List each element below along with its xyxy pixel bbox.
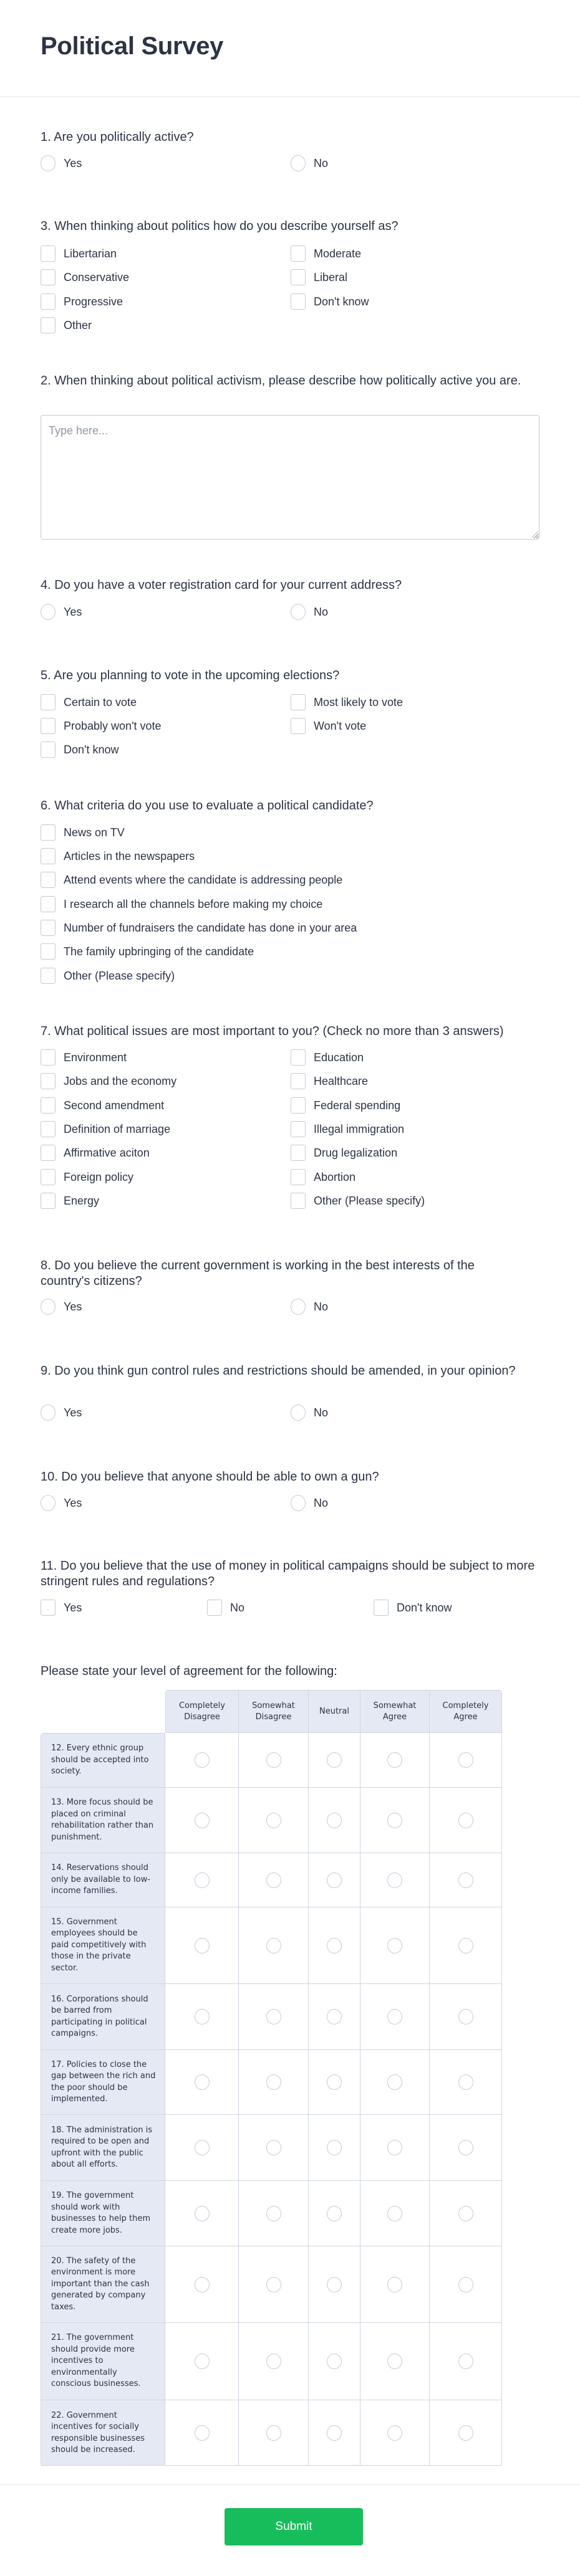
matrix-radio-button[interactable]: [458, 1938, 473, 1953]
matrix-cell: [165, 1853, 239, 1907]
q6-option-research-channels[interactable]: I research all the channels before making my choice: [41, 896, 322, 912]
matrix-row-label: 15. Government employees should be paid competitively with those in the private sector.: [41, 1907, 165, 1983]
matrix-cell: [430, 1907, 502, 1983]
q5-option-wont-vote[interactable]: Won't vote: [291, 718, 366, 734]
matrix-cell: [430, 2400, 502, 2466]
matrix-radio-button[interactable]: [387, 1752, 402, 1768]
matrix-radio-button[interactable]: [266, 2354, 281, 2369]
matrix-radio-button[interactable]: [327, 2206, 342, 2221]
q7-option-definition-marriage[interactable]: Definition of marriage: [41, 1121, 170, 1137]
matrix-radio-button[interactable]: [195, 2009, 210, 2025]
matrix-radio-button[interactable]: [458, 1752, 473, 1768]
checkbox[interactable]: [41, 943, 56, 960]
matrix-cell: [165, 1788, 239, 1853]
checkbox[interactable]: [41, 1145, 56, 1161]
question-7-label: 7. What political issues are most important to you? (Check no more than 3 answers): [41, 1024, 504, 1038]
page-title: Political Survey: [41, 32, 224, 60]
matrix-radio-button[interactable]: [387, 1813, 402, 1828]
matrix-cell: [239, 2050, 309, 2114]
matrix-radio-button[interactable]: [266, 1813, 281, 1828]
matrix-radio-button[interactable]: [387, 2009, 402, 2025]
matrix-radio-button[interactable]: [266, 2009, 281, 2025]
matrix-row: [41, 1907, 502, 1984]
q7-option-illegal-immigration[interactable]: Illegal immigration: [291, 1121, 404, 1137]
q7-option-other[interactable]: Other (Please specify): [291, 1193, 425, 1209]
matrix-row-label: 14. Reservations should only be available to low-income families.: [41, 1853, 165, 1907]
matrix-cell: [430, 1788, 502, 1853]
matrix-cell: [165, 2246, 239, 2322]
question-8-label: 8. Do you believe the current government is working in the best interests of the country's citizens?: [41, 1259, 475, 1288]
q7-option-drug-legalization[interactable]: Drug legalization: [291, 1145, 397, 1161]
matrix-cell: [165, 1984, 239, 2049]
matrix-cell: [239, 1788, 309, 1853]
matrix-cell: [239, 1853, 309, 1907]
q10-option-yes[interactable]: Yes: [41, 1495, 82, 1511]
q6-option-other[interactable]: Other (Please specify): [41, 968, 175, 984]
checkbox[interactable]: [291, 1169, 306, 1185]
matrix-column-header: Completely Disagree: [165, 1690, 239, 1733]
checkbox[interactable]: [291, 269, 306, 285]
matrix-cell: [309, 2323, 360, 2400]
matrix-radio-button[interactable]: [327, 1938, 342, 1953]
matrix-cell: [309, 1853, 360, 1907]
matrix-radio-button[interactable]: [195, 2074, 210, 2090]
matrix-cell: [239, 1907, 309, 1983]
matrix-cell: [309, 1733, 360, 1787]
q5-option-certain[interactable]: Certain to vote: [41, 694, 137, 710]
matrix-radio-button[interactable]: [458, 2206, 473, 2221]
q5-option-dont-know[interactable]: Don't know: [41, 742, 118, 758]
matrix-cell: [239, 2400, 309, 2466]
matrix-cell: [239, 2181, 309, 2246]
radio-button[interactable]: [291, 604, 306, 620]
q6-option-news-tv[interactable]: News on TV: [41, 824, 125, 841]
matrix-row-label: 12. Every ethnic group should be accepted into society.: [41, 1733, 165, 1787]
matrix-row: [41, 1984, 502, 2050]
matrix-radio-button[interactable]: [387, 2206, 402, 2221]
checkbox[interactable]: [41, 1049, 56, 1066]
radio-button[interactable]: [41, 155, 56, 171]
checkbox[interactable]: [41, 968, 56, 984]
matrix-radio-button[interactable]: [195, 2354, 210, 2369]
matrix-radio-button[interactable]: [458, 2140, 473, 2155]
matrix-cell: [430, 1853, 502, 1907]
radio-button[interactable]: [291, 1405, 306, 1421]
q8-option-no[interactable]: No: [291, 1299, 328, 1315]
matrix-radio-button[interactable]: [195, 1872, 210, 1888]
checkbox[interactable]: [41, 1193, 56, 1209]
matrix-cell: [360, 2400, 430, 2466]
matrix-cell: [430, 2115, 502, 2180]
matrix-radio-button[interactable]: [327, 2277, 342, 2292]
radio-button[interactable]: [291, 155, 306, 171]
q3-option-libertarian[interactable]: Libertarian: [41, 246, 117, 262]
matrix-column-header: Completely Agree: [430, 1690, 502, 1733]
checkbox[interactable]: [41, 824, 56, 841]
question-3-label: 3. When thinking about politics how do you describe yourself as?: [41, 219, 399, 233]
radio-button[interactable]: [41, 1299, 56, 1315]
matrix-cell: [430, 2323, 502, 2400]
matrix-cell: [360, 2246, 430, 2322]
activism-description-textarea[interactable]: [41, 415, 539, 540]
matrix-cell: [430, 1984, 502, 2049]
checkbox[interactable]: [41, 1121, 56, 1137]
q4-option-yes[interactable]: Yes: [41, 604, 82, 620]
matrix-radio-button[interactable]: [458, 2074, 473, 2090]
matrix-radio-button[interactable]: [195, 2277, 210, 2292]
checkbox[interactable]: [207, 1600, 222, 1616]
matrix-cell: [239, 2115, 309, 2180]
matrix-cell: [165, 1733, 239, 1787]
matrix-row: [41, 2115, 502, 2181]
checkbox[interactable]: [41, 742, 56, 758]
matrix-cell: [165, 1907, 239, 1983]
checkbox[interactable]: [291, 1049, 306, 1066]
matrix-radio-button[interactable]: [387, 2277, 402, 2292]
matrix-row: [41, 1733, 502, 1788]
matrix-row: [41, 2181, 502, 2246]
matrix-row: [41, 2400, 502, 2466]
matrix-row: [41, 2246, 502, 2323]
matrix-radio-button[interactable]: [327, 2074, 342, 2090]
question-5-label: 5. Are you planning to vote in the upcoming elections?: [41, 669, 340, 682]
matrix-row-label: 18. The administration is required to be open and upfront with the public about all efforts.: [41, 2115, 165, 2180]
q7-option-federal-spending[interactable]: Federal spending: [291, 1097, 400, 1114]
checkbox[interactable]: [41, 694, 56, 710]
checkbox[interactable]: [41, 920, 56, 936]
matrix-radio-button[interactable]: [266, 1752, 281, 1768]
matrix-radio-button[interactable]: [458, 2354, 473, 2369]
q3-option-conservative[interactable]: Conservative: [41, 269, 129, 285]
matrix-radio-button[interactable]: [327, 2425, 342, 2441]
matrix-cell: [239, 2246, 309, 2322]
q7-option-abortion[interactable]: Abortion: [291, 1169, 355, 1185]
matrix-radio-button[interactable]: [458, 1813, 473, 1828]
checkbox[interactable]: [41, 718, 56, 734]
matrix-cell: [239, 1733, 309, 1787]
checkbox[interactable]: [291, 694, 306, 710]
matrix-cell: [309, 2400, 360, 2466]
q7-option-foreign-policy[interactable]: Foreign policy: [41, 1169, 133, 1185]
q7-option-jobs-economy[interactable]: Jobs and the economy: [41, 1073, 176, 1089]
q7-option-second-amendment[interactable]: Second amendment: [41, 1097, 164, 1114]
matrix-cell: [165, 2050, 239, 2114]
checkbox[interactable]: [41, 1073, 56, 1089]
checkbox[interactable]: [41, 269, 56, 285]
matrix-radio-button[interactable]: [327, 1813, 342, 1828]
matrix-title: Please state your level of agreement for the following:: [41, 1664, 337, 1678]
matrix-bottom-border: [165, 2465, 502, 2466]
footer-divider: [0, 2484, 580, 2485]
q11-option-yes[interactable]: Yes: [41, 1600, 82, 1616]
checkbox[interactable]: [291, 1193, 306, 1209]
matrix-cell: [239, 2323, 309, 2400]
matrix-cell: [309, 1984, 360, 2049]
q6-option-fundraisers[interactable]: Number of fundraisers the candidate has done in your area: [41, 920, 357, 936]
q6-option-attend-events[interactable]: Attend events where the candidate is addressing people: [41, 872, 342, 888]
q7-option-energy[interactable]: Energy: [41, 1193, 99, 1209]
matrix-radio-button[interactable]: [458, 2425, 473, 2441]
q9-option-no[interactable]: No: [291, 1405, 328, 1421]
matrix-cell: [360, 2115, 430, 2180]
matrix-radio-button[interactable]: [387, 2074, 402, 2090]
matrix-cell: [430, 2050, 502, 2114]
matrix-radio-button[interactable]: [195, 1813, 210, 1828]
matrix-cell: [360, 2050, 430, 2114]
checkbox[interactable]: [291, 1121, 306, 1137]
q11-option-no[interactable]: No: [207, 1600, 244, 1616]
question-4-label: 4. Do you have a voter registration card for your current address?: [41, 578, 402, 592]
question-10-label: 10. Do you believe that anyone should be able to own a gun?: [41, 1470, 379, 1484]
matrix-cell: [165, 2181, 239, 2246]
matrix-radio-button[interactable]: [387, 1938, 402, 1953]
matrix-cell: [430, 2181, 502, 2246]
matrix-radio-button[interactable]: [327, 2354, 342, 2369]
matrix-cell: [360, 1853, 430, 1907]
matrix-row: [41, 2050, 502, 2115]
question-11-label: 11. Do you believe that the use of money in political campaigns should be subject to more stringent rules and regulations?: [41, 1559, 535, 1588]
matrix-row: [41, 2323, 502, 2400]
checkbox[interactable]: [41, 293, 56, 310]
question-6-label: 6. What criteria do you use to evaluate a political candidate?: [41, 799, 374, 813]
matrix-cell: [309, 2181, 360, 2246]
q3-option-other[interactable]: Other: [41, 317, 92, 333]
checkbox[interactable]: [374, 1600, 389, 1616]
matrix-row-label: 19. The government should work with businesses to help them create more jobs.: [41, 2181, 165, 2246]
radio-button[interactable]: [291, 1495, 306, 1511]
matrix-radio-button[interactable]: [387, 2140, 402, 2155]
matrix-radio-button[interactable]: [195, 2206, 210, 2221]
matrix-cell: [165, 2400, 239, 2466]
matrix-radio-button[interactable]: [387, 2354, 402, 2369]
checkbox[interactable]: [291, 1097, 306, 1114]
question-1-label: 1. Are you politically active?: [41, 130, 194, 144]
matrix-cell: [309, 1907, 360, 1983]
checkbox[interactable]: [41, 1097, 56, 1114]
matrix-radio-button[interactable]: [195, 1938, 210, 1953]
matrix-column-header: Somewhat Agree: [360, 1690, 430, 1733]
matrix-row: [41, 1788, 502, 1853]
matrix-cell: [360, 2181, 430, 2246]
matrix-radio-button[interactable]: [266, 2277, 281, 2292]
submit-button[interactable]: Submit: [225, 2508, 363, 2545]
matrix-row-label: 13. More focus should be placed on criminal rehabilitation rather than punishment.: [41, 1788, 165, 1853]
checkbox[interactable]: [41, 896, 56, 912]
checkbox[interactable]: [41, 317, 56, 333]
matrix-cell: [165, 2115, 239, 2180]
question-9-label: 9. Do you think gun control rules and restrictions should be amended, in your opinion?: [41, 1364, 516, 1378]
matrix-cell: [430, 1733, 502, 1787]
matrix-cell: [309, 2115, 360, 2180]
checkbox[interactable]: [291, 293, 306, 310]
q6-option-family-upbringing[interactable]: The family upbringing of the candidate: [41, 943, 254, 960]
checkbox[interactable]: [41, 872, 56, 888]
matrix-radio-button[interactable]: [387, 1872, 402, 1888]
matrix-cell: [309, 2246, 360, 2322]
matrix-radio-button[interactable]: [195, 2140, 210, 2155]
matrix-cell: [360, 1984, 430, 2049]
matrix-cell: [360, 1733, 430, 1787]
q7-option-environment[interactable]: Environment: [41, 1049, 127, 1066]
checkbox[interactable]: [291, 718, 306, 734]
q1-option-yes[interactable]: Yes: [41, 155, 82, 171]
matrix-row-label: 20. The safety of the environment is more important than the cash generated by company taxes.: [41, 2246, 165, 2322]
matrix-row-label: 17. Policies to close the gap between the rich and the poor should be implemented.: [41, 2050, 165, 2114]
matrix-radio-button[interactable]: [266, 1872, 281, 1888]
q6-option-newspapers[interactable]: Articles in the newspapers: [41, 848, 195, 864]
matrix-radio-button[interactable]: [266, 2140, 281, 2155]
checkbox[interactable]: [291, 246, 306, 262]
q1-option-no[interactable]: No: [291, 155, 328, 171]
checkbox[interactable]: [291, 1073, 306, 1089]
q8-option-yes[interactable]: Yes: [41, 1299, 82, 1315]
form-header: [0, 0, 580, 97]
matrix-radio-button[interactable]: [195, 1752, 210, 1768]
matrix-column-header: Neutral: [309, 1690, 360, 1733]
q3-option-dont-know[interactable]: Don't know: [291, 293, 369, 310]
radio-button[interactable]: [41, 604, 56, 620]
matrix-radio-button[interactable]: [458, 2009, 473, 2025]
matrix-radio-button[interactable]: [387, 2425, 402, 2441]
radio-button[interactable]: [291, 1299, 306, 1315]
matrix-radio-button[interactable]: [458, 2277, 473, 2292]
q11-option-dont-know[interactable]: Don't know: [374, 1600, 452, 1616]
matrix-column-header: Somewhat Disagree: [239, 1690, 309, 1733]
checkbox[interactable]: [41, 1600, 56, 1616]
matrix-bottom-border: [41, 2465, 165, 2466]
matrix-cell: [239, 1984, 309, 2049]
matrix-row-label: 22. Government incentives for socially responsible businesses should be increased.: [41, 2400, 165, 2466]
matrix-radio-button[interactable]: [195, 2425, 210, 2441]
matrix-radio-button[interactable]: [327, 2009, 342, 2025]
matrix-cell: [309, 2050, 360, 2114]
matrix-radio-button[interactable]: [266, 2425, 281, 2441]
matrix-radio-button[interactable]: [266, 1938, 281, 1953]
matrix-cell: [309, 1788, 360, 1853]
matrix-radio-button[interactable]: [327, 1752, 342, 1768]
q10-option-no[interactable]: No: [291, 1495, 328, 1511]
q9-option-yes[interactable]: Yes: [41, 1405, 82, 1421]
checkbox[interactable]: [41, 246, 56, 262]
q3-option-progressive[interactable]: Progressive: [41, 293, 123, 310]
matrix-cell: [430, 2246, 502, 2322]
q7-option-education[interactable]: Education: [291, 1049, 364, 1066]
matrix-cell: [360, 1788, 430, 1853]
matrix-radio-button[interactable]: [266, 2074, 281, 2090]
matrix-radio-button[interactable]: [327, 1872, 342, 1888]
q5-option-probably-wont[interactable]: Probably won't vote: [41, 718, 162, 734]
matrix-cell: [360, 2323, 430, 2400]
radio-button[interactable]: [41, 1405, 56, 1421]
matrix-cell: [360, 1907, 430, 1983]
q5-option-most-likely[interactable]: Most likely to vote: [291, 694, 403, 710]
resize-handle-icon[interactable]: [532, 532, 538, 538]
checkbox[interactable]: [291, 1145, 306, 1161]
matrix-row: [41, 1853, 502, 1907]
question-2-label: 2. When thinking about political activism, please describe how politically active you are.: [41, 374, 521, 388]
matrix-row-label: 21. The government should provide more incentives to environmentally conscious businesses.: [41, 2323, 165, 2400]
q7-option-affirmative-action[interactable]: Affirmative aciton: [41, 1145, 150, 1161]
matrix-radio-button[interactable]: [458, 1872, 473, 1888]
matrix-radio-button[interactable]: [327, 2140, 342, 2155]
q7-option-healthcare[interactable]: Healthcare: [291, 1073, 368, 1089]
q3-option-liberal[interactable]: Liberal: [291, 269, 347, 285]
radio-button[interactable]: [41, 1495, 56, 1511]
matrix-row-label: 16. Corporations should be barred from participating in political campaigns.: [41, 1984, 165, 2049]
checkbox[interactable]: [41, 1169, 56, 1185]
q3-option-moderate[interactable]: Moderate: [291, 246, 361, 262]
q4-option-no[interactable]: No: [291, 604, 328, 620]
matrix-cell: [165, 2323, 239, 2400]
matrix-radio-button[interactable]: [266, 2206, 281, 2221]
checkbox[interactable]: [41, 848, 56, 864]
